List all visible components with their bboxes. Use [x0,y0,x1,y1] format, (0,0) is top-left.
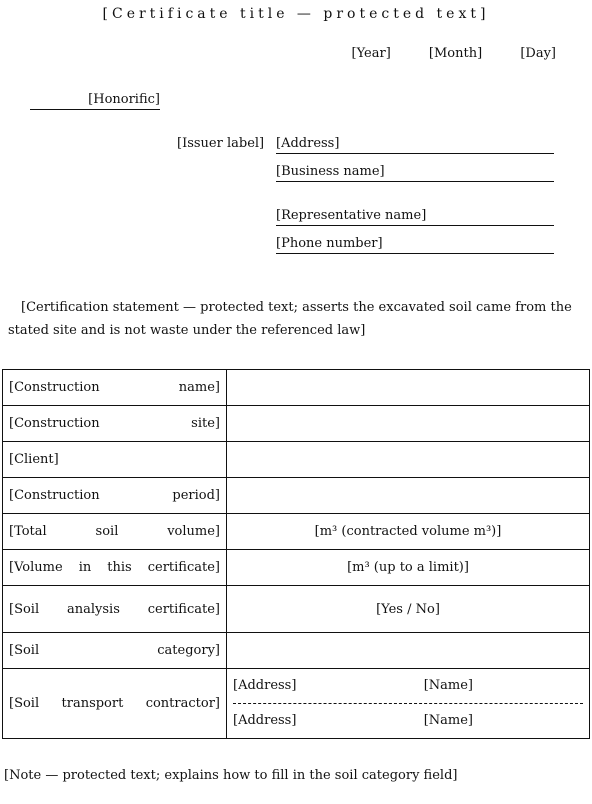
row-value [227,406,590,442]
carrier-name-label: [Name] [423,713,473,728]
row-value [227,442,590,478]
carrier-entry [233,703,583,738]
carrier-name-label: [Name] [423,678,473,693]
table-row [3,406,590,442]
row-value [227,370,590,406]
row-value: [m³ (contracted volume m³)] [227,514,590,550]
table-row-carrier [3,669,590,739]
addressee-line: [Honorific] [30,92,160,110]
table-row [3,586,590,633]
row-label: [Construction site] [3,406,227,442]
carrier-address-label: [Address] [233,713,297,728]
table-row [3,478,590,514]
table-row [3,633,590,669]
row-value [227,633,590,669]
table-row [3,370,590,406]
row-label: [Client] [3,442,227,478]
issuer-label: [Issuer label] [177,136,265,151]
table-row [3,514,590,550]
carrier-entry [233,669,583,703]
row-label: [Construction name] [3,370,227,406]
issuer-address-field: [Address] [276,136,554,154]
row-label: [Total soil volume] [3,514,227,550]
row-value: [m³ (up to a limit)] [227,550,590,586]
issuer-representative-field: [Representative name] [276,208,554,226]
page-title: [Certificate title — protected text] [102,6,490,22]
row-label: [Soil analysis certificate] [3,586,227,633]
row-label: [Volume in this certificate] [3,550,227,586]
date-line [318,46,556,61]
carrier-entries [227,669,590,739]
row-label: [Construction period] [3,478,227,514]
row-value: [Yes / No] [227,586,590,633]
issuer-phone-field: [Phone number] [276,236,554,254]
row-value [227,478,590,514]
carrier-label: [Soil transport contractor] [3,669,227,739]
table-row [3,442,590,478]
footnote: [Note — protected text; explains how to fill in the soil category field] [4,768,458,783]
issuer-business-field: [Business name] [276,164,554,182]
date-year: [Year] [351,46,391,61]
certification-statement: [Certification statement — protected text; asserts the excavated soil came from the stated site and is not waste under the referenced law] [8,300,572,338]
carrier-address-label: [Address] [233,678,297,693]
table-row [3,550,590,586]
details-table [2,369,590,739]
date-month: [Month] [428,46,483,61]
date-day: [Day] [520,46,556,61]
row-label: [Soil category] [3,633,227,669]
